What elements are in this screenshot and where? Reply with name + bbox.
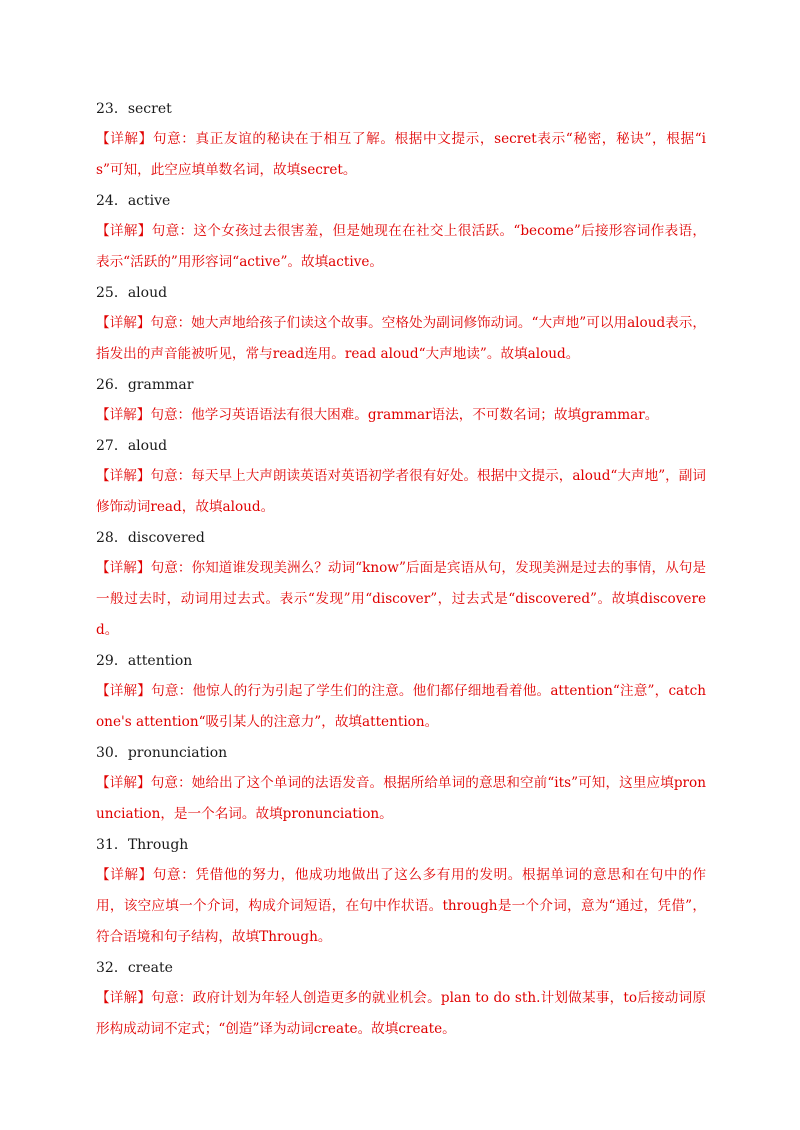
answer-entry-26 — [96, 370, 706, 431]
explanation-text: 【详解】句意：她给出了这个单词的法语发音。根据所给单词的意思和空前“its”可知，这里应填pronunciation，是一个名词。故填pronunciation。 — [96, 775, 706, 822]
question-number: 24． — [96, 193, 128, 209]
answer-word: grammar — [127, 377, 194, 393]
answer-line — [96, 646, 706, 676]
question-number: 26． — [96, 377, 128, 393]
answer-line — [96, 953, 706, 983]
answer-entry-28 — [96, 523, 706, 646]
answer-entry-32 — [96, 953, 706, 1045]
question-number: 25． — [96, 285, 128, 301]
answer-word: pronunciation — [127, 745, 228, 761]
explanation-text: 【详解】句意：真正友谊的秘诀在于相互了解。根据中文提示，secret表示“秘密，秘诀”，根据“is”可知，此空应填单数名词，故填secret。 — [96, 131, 706, 178]
question-number: 30． — [96, 745, 128, 761]
answer-line — [96, 94, 706, 124]
explanation-text: 【详解】句意：每天早上大声朗读英语对英语初学者很有好处。根据中文提示，aloud“大声地”，副词修饰动词read，故填aloud。 — [96, 468, 706, 515]
answer-line — [96, 278, 706, 308]
question-number: 28． — [96, 530, 128, 546]
question-number: 31． — [96, 837, 128, 853]
answer-word: aloud — [127, 438, 168, 454]
answer-line — [96, 830, 706, 860]
answer-entry-25 — [96, 278, 706, 370]
explanation-text: 【详解】句意：他学习英语语法有很大困难。grammar语法，不可数名词；故填grammar。 — [96, 407, 659, 423]
answer-key-page — [96, 94, 706, 1045]
answer-entry-30 — [96, 738, 706, 830]
answer-word: aloud — [127, 285, 168, 301]
answer-word: active — [127, 193, 171, 209]
answer-entry-24 — [96, 186, 706, 278]
question-number: 27． — [96, 438, 128, 454]
explanation-text: 【详解】句意：她大声地给孩子们读这个故事。空格处为副词修饰动词。“大声地”可以用aloud表示，指发出的声音能被听见，常与read连用。read aloud“大声地读”。故填aloud。 — [96, 315, 706, 362]
answer-entry-27 — [96, 431, 706, 523]
answer-word: discovered — [127, 530, 205, 546]
question-number: 32． — [96, 960, 128, 976]
explanation-text: 【详解】句意：政府计划为年轻人创造更多的就业机会。plan to do sth.计划做某事，to后接动词原形构成动词不定式；“创造”译为动词create。故填create。 — [96, 990, 706, 1037]
answer-word: secret — [127, 101, 172, 117]
explanation-text: 【详解】句意：他惊人的行为引起了学生们的注意。他们都仔细地看着他。attention“注意”，catch one's attention“吸引某人的注意力”，故填attention。 — [96, 683, 706, 730]
question-number: 23． — [96, 101, 128, 117]
question-number: 29． — [96, 653, 128, 669]
answer-entry-29 — [96, 646, 706, 738]
explanation-text: 【详解】句意：凭借他的努力，他成功地做出了这么多有用的发明。根据单词的意思和在句中的作用，该空应填一个介词，构成介词短语，在句中作状语。through是一个介词，意为“通过，凭借”，符合语境和句子结构，故填Through。 — [96, 867, 706, 945]
explanation-text: 【详解】句意：你知道谁发现美洲么？动词“know”后面是宾语从句，发现美洲是过去的事情，从句是一般过去时，动词用过去式。表示“发现”用“discover”，过去式是“discovered”。故填discovered。 — [96, 560, 706, 638]
answer-word: create — [127, 960, 173, 976]
answer-word: attention — [127, 653, 193, 669]
answer-line — [96, 738, 706, 768]
explanation-text: 【详解】句意：这个女孩过去很害羞，但是她现在在社交上很活跃。“become”后接形容词作表语，表示“活跃的”用形容词“active”。故填active。 — [96, 223, 706, 270]
answer-entry-23 — [96, 94, 706, 186]
answer-line — [96, 523, 706, 553]
answer-line — [96, 370, 706, 400]
answer-entry-31 — [96, 830, 706, 953]
answer-word: Through — [127, 837, 189, 853]
answer-line — [96, 431, 706, 461]
answer-line — [96, 186, 706, 216]
